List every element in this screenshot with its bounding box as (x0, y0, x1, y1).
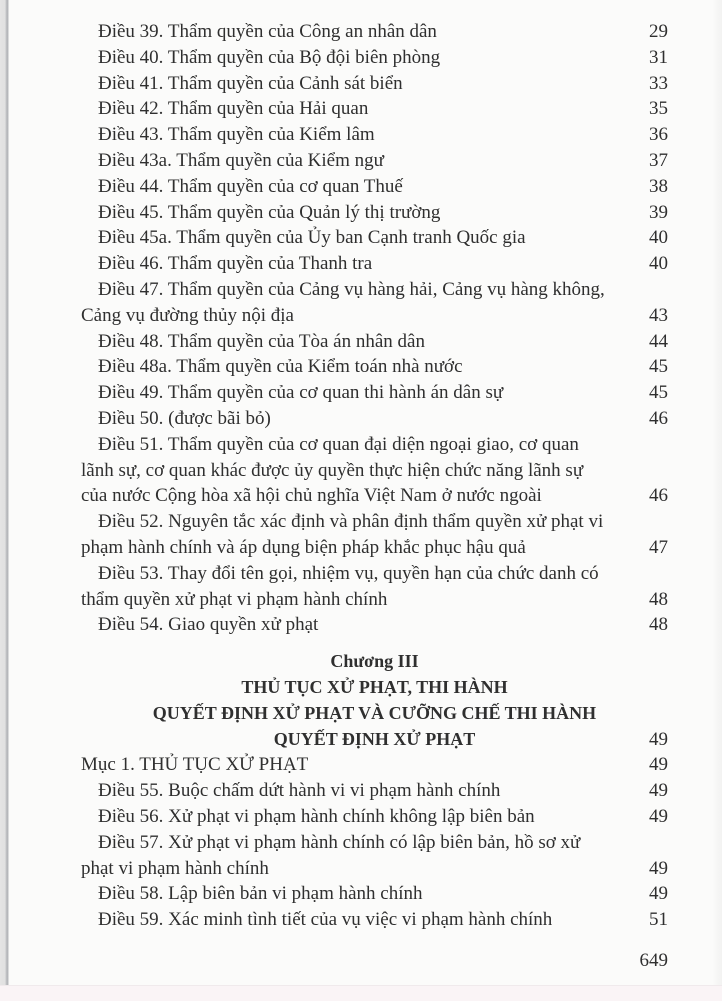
toc-entry-chapter (81, 649, 668, 752)
toc-entry-page-number: 40 (649, 253, 668, 275)
toc-entry-text: Điều 50. (được bãi bỏ) (98, 407, 271, 429)
toc-entry-page-number: 43 (649, 304, 668, 326)
toc-entry-text: QUYẾT ĐỊNH XỬ PHẠT (273, 728, 476, 749)
toc-entry-line (81, 649, 668, 675)
toc-entry-line (81, 830, 668, 856)
toc-entry-page-number: 37 (649, 149, 668, 171)
toc-entry-page-number: 48 (649, 614, 668, 636)
toc-entry-line (81, 509, 668, 535)
toc-entry-line (81, 612, 668, 638)
toc-entry-article (81, 907, 668, 933)
toc-entry-line (81, 71, 668, 97)
toc-entry-line (81, 200, 668, 226)
toc-entry-page-number: 46 (649, 485, 668, 507)
toc-entry-line (81, 907, 668, 933)
toc-entry-article (81, 354, 668, 380)
toc-entry-text: Điều 56. Xử phạt vi phạm hành chính không lập biên bản (98, 805, 535, 827)
toc-entry-article (81, 509, 668, 561)
toc-entry-text: Điều 40. Thẩm quyền của Bộ đội biên phòng (98, 46, 441, 68)
toc-entry-line (81, 587, 668, 613)
toc-entry-text: Điều 53. Thay đổi tên gọi, nhiệm vụ, quyền hạn của chức danh có (98, 562, 599, 584)
toc-entry-page-number: 38 (649, 175, 668, 197)
toc-entry-section (81, 752, 668, 778)
toc-entry-line (81, 727, 668, 753)
toc-entry-article (81, 329, 668, 355)
toc-entry-page-number: 35 (649, 98, 668, 120)
toc-entry-text: của nước Cộng hòa xã hội chủ nghĩa Việt Nam ở nước ngoài (81, 485, 542, 507)
toc-entry-article (81, 19, 668, 45)
toc-entry-article (81, 612, 668, 638)
toc-entry-text: Điều 47. Thẩm quyền của Cảng vụ hàng hải, Cảng vụ hàng không, (98, 278, 605, 300)
toc-entry-line (81, 535, 668, 561)
toc-entry-text: phạm hành chính và áp dụng biện pháp khắc phục hậu quả (81, 536, 526, 558)
toc-entry-text: Chương III (330, 651, 419, 672)
toc-entry-text: QUYẾT ĐỊNH XỬ PHẠT VÀ CƯỠNG CHẾ THI HÀNH (152, 702, 597, 723)
toc-entry-article (81, 406, 668, 432)
toc-entry-page-number: 44 (649, 330, 668, 352)
toc-entry-text: Điều 45. Thẩm quyền của Quản lý thị trường (98, 201, 441, 223)
toc-entry-page-number: 49 (649, 754, 668, 776)
toc-entry-text: Điều 48a. Thẩm quyền của Kiểm toán nhà nước (98, 356, 463, 378)
toc-entry-page-number: 51 (649, 909, 668, 931)
toc-entry-page-number: 39 (649, 201, 668, 223)
toc-entry-text: Mục 1. THỦ TỤC XỬ PHẠT (81, 754, 309, 776)
toc-entry-line (81, 483, 668, 509)
toc-entry-article (81, 804, 668, 830)
toc-entry-line (81, 354, 668, 380)
toc-entry-line (81, 701, 668, 727)
toc-entry-text: Điều 48. Thẩm quyền của Tòa án nhân dân (98, 330, 425, 352)
toc-entry-article (81, 277, 668, 329)
toc-entry-article (81, 200, 668, 226)
toc-entry-line (81, 561, 668, 587)
toc-entry-text: Điều 43. Thẩm quyền của Kiểm lâm (98, 124, 375, 146)
toc-entry-text: THỦ TỤC XỬ PHẠT, THI HÀNH (241, 676, 508, 697)
toc-entry-article (81, 71, 668, 97)
toc-entry-line (81, 856, 668, 882)
toc-entry-article (81, 432, 668, 509)
toc-entry-article (81, 251, 668, 277)
toc-entry-line (81, 881, 668, 907)
toc-entry-article (81, 174, 668, 200)
footer-page-number: 649 (639, 950, 668, 971)
toc-entry-line (81, 251, 668, 277)
toc-entry-page-number: 46 (649, 407, 668, 429)
toc-entry-page-number: 33 (649, 72, 668, 94)
toc-entry-article (81, 148, 668, 174)
toc-entry-text: Điều 54. Giao quyền xử phạt (98, 614, 319, 636)
toc-entry-line (81, 45, 668, 71)
toc-entry-line (81, 432, 668, 458)
toc-entry-page-number: 29 (649, 21, 668, 42)
toc-entry-text: Điều 41. Thẩm quyền của Cảnh sát biển (98, 72, 403, 94)
toc-entry-line (81, 752, 668, 778)
toc-entry-line (81, 277, 668, 303)
toc-list (81, 19, 668, 933)
toc-entry-page-number: 48 (649, 588, 668, 610)
toc-entry-line (81, 804, 668, 830)
toc-entry-text: Điều 45a. Thẩm quyền của Ủy ban Cạnh tranh Quốc gia (98, 227, 526, 249)
toc-entry-text: Điều 57. Xử phạt vi phạm hành chính có lập biên bản, hồ sơ xử (98, 831, 581, 853)
toc-entry-line (81, 778, 668, 804)
toc-entry-line (81, 303, 668, 329)
toc-entry-text: lãnh sự, cơ quan khác được ủy quyền thực hiện chức năng lãnh sự (81, 459, 584, 481)
toc-entry-article (81, 778, 668, 804)
toc-entry-text: Cảng vụ đường thủy nội địa (81, 304, 294, 326)
toc-entry-line (81, 148, 668, 174)
toc-entry-page-number: 49 (649, 857, 668, 879)
toc-entry-article (81, 225, 668, 251)
toc-entry-page-number: 47 (649, 536, 668, 558)
toc-entry-page-number: 45 (649, 382, 668, 404)
toc-entry-line (81, 675, 668, 701)
toc-entry-text: Điều 46. Thẩm quyền của Thanh tra (98, 253, 373, 275)
toc-entry-page-number: 40 (649, 227, 668, 249)
toc-entry-article (81, 45, 668, 71)
toc-entry-text: Điều 58. Lập biên bản vi phạm hành chính (98, 883, 423, 905)
toc-entry-line (81, 174, 668, 200)
toc-entry-text: Điều 52. Nguyên tắc xác định và phân định thẩm quyền xử phạt vi (98, 511, 604, 533)
toc-entry-line (81, 19, 668, 45)
toc-entry-article (81, 561, 668, 613)
page-bottom-edge (0, 985, 722, 1001)
toc-entry-text: Điều 55. Buộc chấm dứt hành vi vi phạm hành chính (98, 780, 501, 802)
toc-entry-line (81, 122, 668, 148)
toc-entry-line (81, 225, 668, 251)
toc-entry-line (81, 329, 668, 355)
toc-entry-text: Điều 39. Thẩm quyền của Công an nhân dân (98, 21, 437, 42)
toc-entry-text: Điều 49. Thẩm quyền của cơ quan thi hành án dân sự (98, 382, 504, 404)
toc-entry-page-number: 31 (649, 46, 668, 68)
page-left-edge-shadow (0, 0, 9, 1001)
toc-entry-page-number: 49 (649, 780, 668, 802)
toc-entry-text: Điều 51. Thẩm quyền của cơ quan đại diện ngoại giao, cơ quan (98, 433, 579, 455)
toc-entry-page-number: 45 (649, 356, 668, 378)
toc-entry-text: Điều 43a. Thẩm quyền của Kiểm ngư (98, 149, 384, 171)
toc-entry-page-number: 49 (649, 728, 668, 750)
toc-entry-article (81, 830, 668, 882)
toc-entry-article (81, 96, 668, 122)
toc-entry-line (81, 458, 668, 484)
toc-entry-page-number: 49 (649, 805, 668, 827)
toc-entry-line (81, 96, 668, 122)
toc-entry-article (81, 881, 668, 907)
toc-entry-page-number: 49 (649, 883, 668, 905)
toc-entry-page-number: 36 (649, 124, 668, 146)
toc-entry-line (81, 406, 668, 432)
toc-entry-text: Điều 44. Thẩm quyền của cơ quan Thuế (98, 175, 403, 197)
toc-entry-text: Điều 59. Xác minh tình tiết của vụ việc vi phạm hành chính (98, 909, 553, 931)
toc-entry-text: thẩm quyền xử phạt vi phạm hành chính (81, 588, 388, 610)
toc-entry-text: Điều 42. Thẩm quyền của Hải quan (98, 98, 369, 120)
toc-entry-line (81, 380, 668, 406)
toc-entry-article (81, 380, 668, 406)
toc-entry-article (81, 122, 668, 148)
toc-entry-text: phạt vi phạm hành chính (81, 857, 269, 879)
page-right-edge-shadow (712, 0, 722, 1001)
